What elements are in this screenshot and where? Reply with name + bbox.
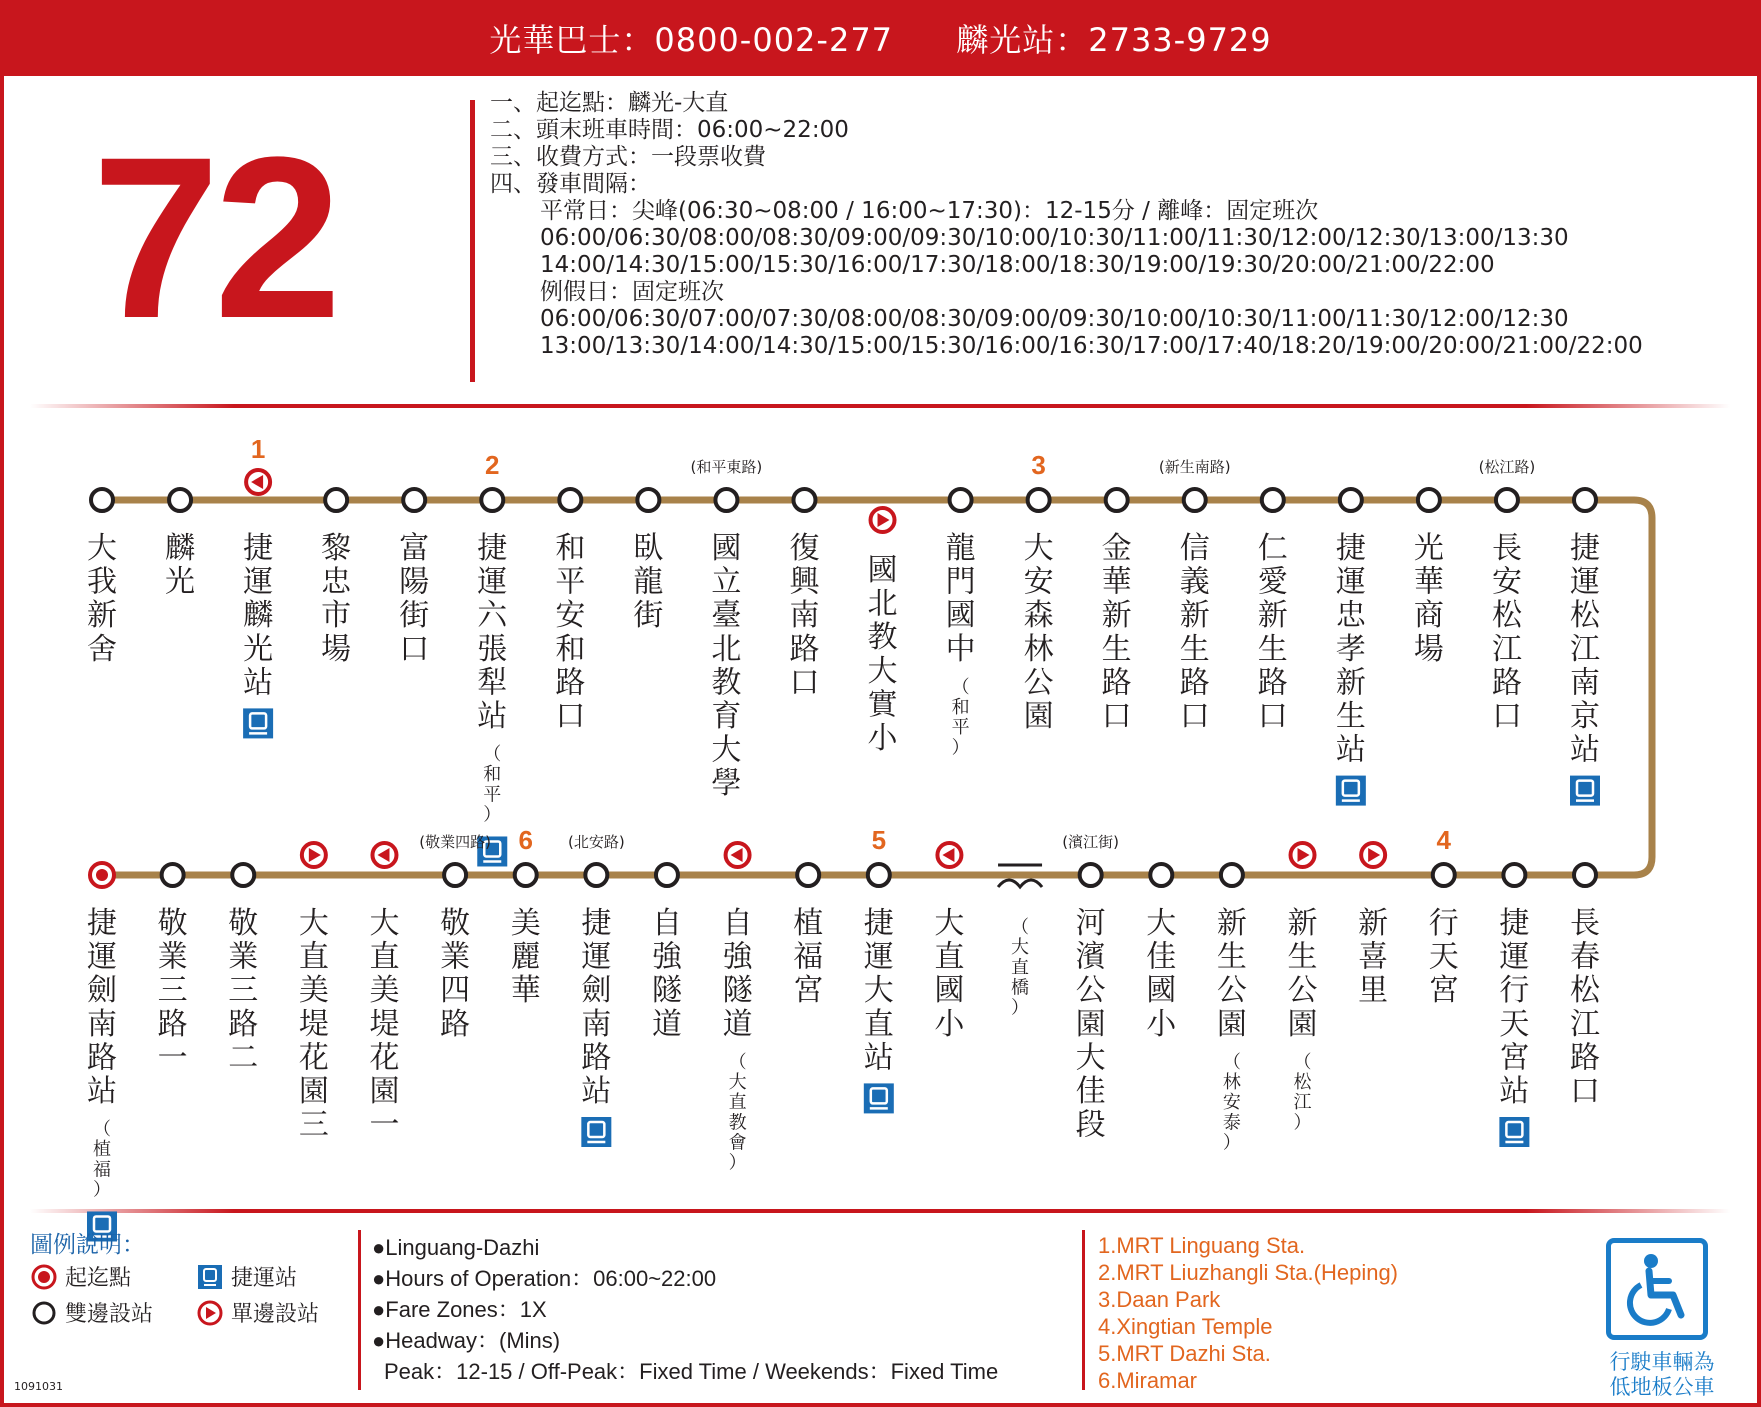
- road-label: (濱江街): [1062, 833, 1120, 851]
- one-side-stop-icon: [1361, 843, 1385, 867]
- legend-terminal: 起迄點: [65, 1266, 132, 1291]
- one-side-stop-icon: [937, 843, 961, 867]
- stop-name: 復興南路口: [789, 531, 820, 701]
- stop-name: 敬業三路二: [228, 906, 259, 1076]
- road-label: (和平東路): [690, 458, 763, 476]
- one-side-stop-icon: [302, 843, 326, 867]
- stop-name: 新喜里: [1358, 906, 1389, 1009]
- company-phone: 光華巴士：0800-002-277: [489, 21, 894, 59]
- english-separator: [1082, 1230, 1085, 1390]
- mrt-icon: [196, 1263, 224, 1291]
- road-label: (北安路): [567, 833, 625, 851]
- wheelchair-icon: [1606, 1238, 1708, 1340]
- stop-marker: [1150, 864, 1172, 886]
- info-line: 四、發車間隔：: [490, 171, 651, 197]
- one-side-stop-icon: [726, 843, 750, 867]
- stop-marker: [656, 864, 678, 886]
- stop-marker: [1262, 489, 1284, 511]
- one-side-stop-icon: [372, 843, 396, 867]
- one-side-stop-icon: [246, 470, 270, 494]
- stop-subname: （和平）: [483, 744, 502, 826]
- stop-marker: [403, 489, 425, 511]
- legend-mrt: 捷運站: [231, 1266, 298, 1291]
- english-stop-list: [1098, 1232, 1398, 1394]
- stop-name: 自強隧道: [651, 906, 682, 1042]
- stop-name: 麟光: [165, 531, 196, 600]
- low-floor-bus-label: 行駛車輛為 低地板公車: [1609, 1350, 1715, 1399]
- stop-name: 長安松江路口: [1491, 531, 1522, 734]
- stop-marker: [481, 489, 503, 511]
- stop-marker: [1080, 864, 1102, 886]
- english-stop: 5.MRT Dazhi Sta.: [1098, 1341, 1271, 1366]
- stop-name: 新生公園: [1216, 906, 1247, 1042]
- stop-name: 大我新舍: [87, 531, 117, 667]
- stop-name: 自強隧道: [722, 906, 753, 1042]
- stop-marker: [1340, 489, 1362, 511]
- legend-title: 圖例說明：: [30, 1232, 145, 1258]
- english-stop: 2.MRT Liuzhangli Sta.(Heping): [1098, 1260, 1399, 1285]
- one-side-stop-icon: [871, 508, 895, 532]
- stop-marker: [793, 489, 815, 511]
- stop-subname: （和平）: [951, 676, 970, 759]
- stop-name: 國立臺北教育大學: [711, 531, 742, 802]
- stop-name: 富陽街口: [399, 531, 430, 667]
- mrt-icon: [1570, 776, 1600, 806]
- landmark-number: 4: [1436, 825, 1451, 855]
- landmark-number: 5: [871, 825, 887, 855]
- legend-separator: [358, 1230, 361, 1390]
- stop-marker: [1574, 489, 1596, 511]
- stop-name: 長春松江路口: [1570, 906, 1600, 1109]
- stop-marker: [1433, 864, 1455, 886]
- terminal-icon: [30, 1263, 58, 1291]
- info-line: 06:00/06:30/08:00/08:30/09:00/09:30/10:00/10:30/11:00/11:30/12:00/12:30/13:00/13:30: [540, 225, 1569, 251]
- road-label: (敬業四路): [419, 833, 491, 851]
- mrt-icon: [1499, 1117, 1529, 1147]
- stop-marker: [444, 864, 466, 886]
- landmark-number: 6: [518, 825, 533, 855]
- info-line: 14:00/14:30/15:00/15:30/16:00/17:30/18:00/18:30/19:00/19:30/20:00/21:00/22:00: [540, 252, 1495, 278]
- document-code: 1091031: [14, 1380, 63, 1393]
- stop-marker: [1418, 489, 1440, 511]
- legend: [30, 1228, 320, 1334]
- one-side-stop-icon: [196, 1299, 224, 1327]
- stop-marker: [585, 864, 607, 886]
- stop-name: 大直國小: [934, 906, 965, 1042]
- stop-subname: （松江）: [1293, 1051, 1312, 1134]
- stop-name: 大直美堤花園一: [369, 906, 400, 1143]
- stop-name: 捷運六張犁站: [477, 531, 508, 734]
- stop-subname: （植福）: [93, 1119, 111, 1201]
- stop-name: 捷運忠孝新生站: [1335, 531, 1366, 768]
- english-info: [372, 1232, 998, 1387]
- stop-name: 信義新生路口: [1179, 531, 1210, 734]
- legend-both: 雙邊設站: [65, 1302, 154, 1327]
- stop-marker: [325, 489, 347, 511]
- mrt-icon: [864, 1083, 894, 1113]
- stop-marker: [162, 864, 184, 886]
- stop-name: 植福宮: [793, 906, 824, 1009]
- stop-marker: [559, 489, 581, 511]
- stop-name: 大直美堤花園三: [298, 906, 329, 1143]
- info-line: 二、頭末班車時間：06:00~22:00: [490, 117, 849, 143]
- info-line: 13:00/13:30/14:00/14:30/15:00/15:30/16:00/16:30/17:00/17:40/18:20/19:00/20:00/21:00/22:00: [540, 333, 1643, 359]
- english-line: ●Fare Zones：1X: [372, 1297, 547, 1322]
- stop-name: 捷運劍南路站: [87, 906, 117, 1109]
- stop-name: 龍門國中: [945, 531, 976, 667]
- stop-name: 仁愛新生路口: [1257, 531, 1288, 734]
- stop-name: 光華商場: [1413, 531, 1444, 667]
- road-label: (松江路): [1478, 458, 1536, 476]
- landmark-number: 1: [250, 434, 266, 464]
- stop-name: 敬業四路: [440, 906, 471, 1042]
- info-line: 平常日：尖峰(06:30~08:00 / 16:00~17:30)：12-15分 / 離峰：固定班次: [540, 198, 1319, 224]
- english-stop: 1.MRT Linguang Sta.: [1098, 1233, 1306, 1258]
- english-line: Peak：12-15 / Off-Peak：Fixed Time / Weekends：Fixed Time: [384, 1359, 999, 1384]
- stop-name: 國北教大實小: [867, 553, 898, 756]
- stop-marker: [797, 864, 819, 886]
- stop-name: 行天宮: [1428, 906, 1459, 1009]
- info-line: 三、收費方式：一段票收費: [490, 144, 766, 170]
- stop-marker: [637, 489, 659, 511]
- english-stop: 6.Miramar: [1098, 1368, 1198, 1393]
- stop-name: 捷運劍南路站: [581, 906, 612, 1109]
- stop-name: 新生公園: [1287, 906, 1318, 1042]
- stop-marker: [91, 489, 113, 511]
- road-label: (新生南路): [1158, 458, 1231, 476]
- stop-marker: [1184, 489, 1206, 511]
- one-side-stop-icon: [1291, 843, 1315, 867]
- info-line: 例假日：固定班次: [540, 279, 724, 305]
- stop-marker: [1028, 489, 1050, 511]
- stop-subname: （大直教會）: [728, 1051, 747, 1174]
- stop-marker: [515, 864, 537, 886]
- english-line: ●Hours of Operation：06:00~22:00: [372, 1266, 717, 1291]
- stop-subname: （大直橋）: [1011, 917, 1030, 1019]
- mrt-icon: [243, 708, 273, 738]
- stop-name: 大安森林公園: [1023, 531, 1054, 734]
- stop-name: 敬業三路一: [157, 906, 188, 1076]
- legend-one-way: 單邊設站: [231, 1302, 320, 1327]
- info-line: 一、起迄點：麟光-大直: [490, 90, 729, 116]
- stop-marker: [232, 864, 254, 886]
- stop-name: 臥龍街: [633, 531, 664, 634]
- info-line: 06:00/06:30/07:00/07:30/08:00/08:30/09:00/09:30/10:00/10:30/11:00/11:30/12:00/12:30: [540, 306, 1569, 332]
- english-line: ●Headway：(Mins): [372, 1328, 561, 1353]
- stop-name: 捷運麟光站: [243, 531, 274, 701]
- stop-marker: [1574, 864, 1596, 886]
- station-phone: 麟光站：2733-9729: [956, 21, 1272, 59]
- english-stop: 4.Xingtian Temple: [1098, 1314, 1273, 1339]
- stop-name: 捷運行天宮站: [1499, 906, 1530, 1109]
- terminal-marker: [90, 863, 114, 887]
- mrt-icon: [581, 1117, 611, 1147]
- stop-name: 大佳國小: [1146, 906, 1177, 1042]
- route-number: 72: [92, 109, 336, 366]
- both-sides-stop-icon: [30, 1299, 58, 1327]
- stop-marker: [1503, 864, 1525, 886]
- stop-name: 美麗華: [510, 906, 541, 1009]
- stop-marker: [715, 489, 737, 511]
- stop-marker: [868, 864, 890, 886]
- stop-name: 捷運大直站: [863, 906, 894, 1076]
- stop-name: 和平安和路口: [555, 531, 586, 734]
- english-line: ●Linguang-Dazhi: [372, 1235, 540, 1260]
- stop-name: 河濱公園大佳段: [1075, 906, 1106, 1143]
- stop-name: 金華新生路口: [1101, 531, 1132, 734]
- stop-name: 黎忠市場: [321, 531, 352, 667]
- landmark-number: 3: [1031, 450, 1046, 480]
- stop-marker: [1221, 864, 1243, 886]
- stop-marker: [169, 489, 191, 511]
- landmark-number: 2: [485, 450, 500, 480]
- stop-name: 捷運松江南京站: [1570, 531, 1600, 768]
- stop-marker: [1106, 489, 1128, 511]
- stop-marker: [1496, 489, 1518, 511]
- stop-subname: （林安泰）: [1222, 1051, 1241, 1154]
- stop-marker: [950, 489, 972, 511]
- english-stop: 3.Daan Park: [1098, 1287, 1221, 1312]
- mrt-icon: [1336, 776, 1366, 806]
